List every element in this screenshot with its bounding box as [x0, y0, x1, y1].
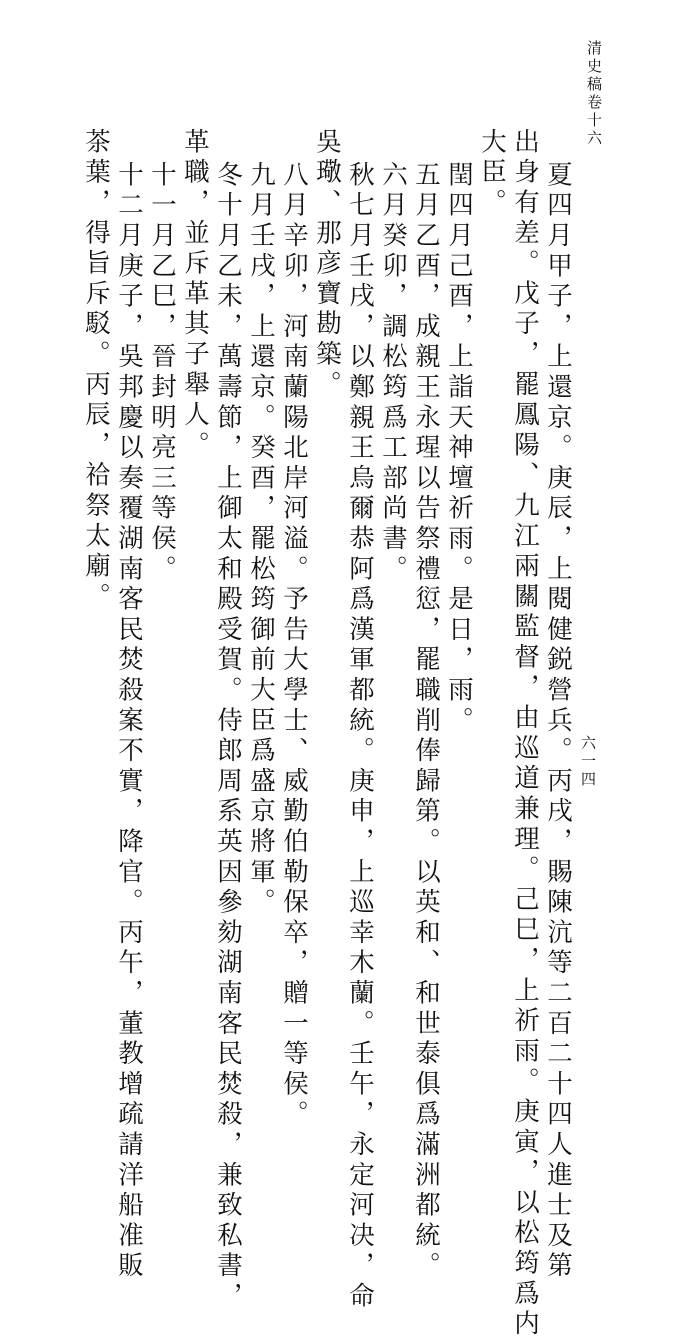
- text-column-11: 冬十月乙未，萬壽節，上御太和殿受賀。侍郎周系英因參劾湖南客民焚殺，兼致私書，: [213, 161, 243, 1313]
- running-header: 清史稿卷十六: [585, 40, 603, 148]
- text-column-6: 六月癸卯，調松筠爲工部尚書。: [378, 161, 408, 586]
- text-column-13: 十一月乙巳，晉封明亮三等侯。: [147, 161, 177, 586]
- text-column-8: 吳璥、那彦寶勘築。: [312, 128, 342, 401]
- text-column-5: 五月乙酉，成親王永瑆以告祭禮愆，罷職削俸歸第。以英和、和世泰俱爲滿洲都統。: [411, 161, 441, 1283]
- text-column-15: 茶葉，得旨斥駁。丙辰，祫祭太廟。: [81, 128, 111, 613]
- page-number: 六一四: [579, 735, 597, 789]
- text-column-9: 八月辛卯，河南蘭陽北岸河溢。予告大學士、威勤伯勒保卒，贈一等侯。: [279, 161, 309, 1131]
- text-column-2: 出身有差。戊子，罷鳳陽、九江兩關監督，由巡道兼理。己巳，上祈雨。庚寅，以松筠爲内: [510, 128, 540, 1340]
- text-column-1: 夏四月甲子，上還京。庚辰，上閱健鋭營兵。丙戌，賜陳沆等二百二十四人進士及第: [543, 161, 573, 1283]
- text-column-10: 九月壬戌，上還京。癸酉，罷松筠御前大臣爲盛京將軍。: [246, 161, 276, 919]
- text-column-7: 秋七月壬戌，以鄭親王烏爾恭阿爲漢軍都統。庚申，上巡幸木蘭。壬午，永定河决，命: [345, 161, 375, 1313]
- text-column-14: 十二月庚子，吳邦慶以奏覆湖南客民焚殺案不實，降官。丙午，董教增疏請洋船准販: [114, 161, 144, 1283]
- text-column-12: 革職，並斥革其子舉人。: [180, 128, 210, 462]
- text-column-4: 閏四月己酉，上詣天神壇祈雨。是日，雨。: [444, 161, 474, 737]
- text-column-3: 大臣。: [477, 128, 507, 219]
